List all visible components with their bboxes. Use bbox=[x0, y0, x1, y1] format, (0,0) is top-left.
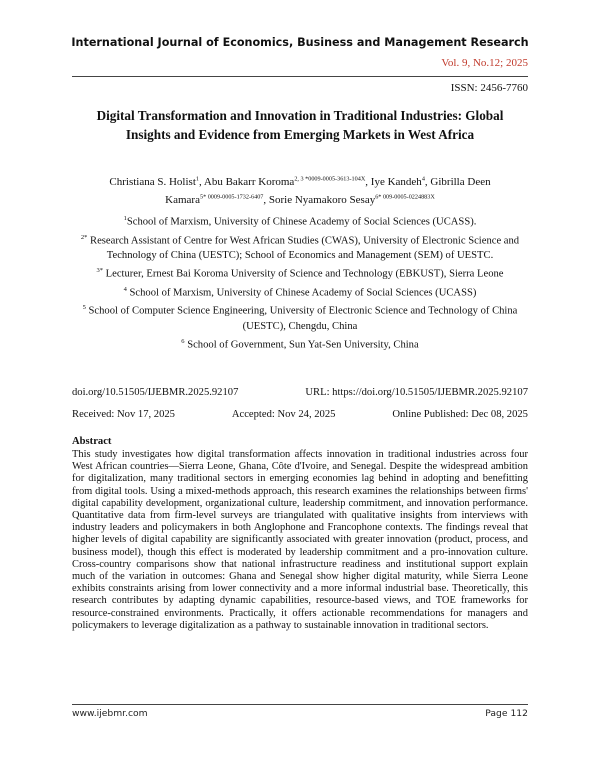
page-footer bbox=[72, 708, 528, 719]
header-rule bbox=[72, 76, 528, 77]
affiliation: $^{3*}$ Lecturer, Ernest Bai Koroma University of Science and Technology (EBKUST), Sierra Leone bbox=[96, 267, 504, 280]
doi[interactable]: doi.org/10.51505/IJEBMR.2025.92107 bbox=[72, 387, 239, 398]
author-list bbox=[90, 171, 510, 208]
affiliation: $^{2*}$ Research Assistant of Centre for West African Studies (CWAS), University of Electronic Science and Technology of China (UESTC); School of Economics and Management (SEM) of UESTC. bbox=[80, 233, 520, 262]
published-date: Online Published: Dec 08, 2025 bbox=[392, 409, 528, 420]
affiliation: $^5$ School of Computer Science Engineering, University of Electronic Science and Technology of China (UESTC), Chengdu, China bbox=[82, 304, 518, 332]
author: Iye Kandeh$^4$, bbox=[370, 175, 431, 188]
journal-title: International Journal of Economics, Business and Management Research bbox=[71, 36, 529, 49]
dates-row bbox=[72, 409, 528, 420]
abstract-body: This study investigates how digital transformation affects innovation in traditional industries across four West African countries—Sierra Leone, Ghana, Côte d'Ivoire, and Senegal. Despite the widespread ambition for digitalization, many traditional sectors in emerging economies lag behind in adopting and benefitting from digital tools. Using a mixed-methods approach, this research examines the relationships between firms' digital capability development, organizational culture, leadership commitment, and innovation performance. Quantitative data from firm-level surveys are triangulated with qualitative insights from interviews with industry leaders and policymakers in both Anglophone and Francophone contexts. The findings reveal that higher levels of digital capability are significantly associated with greater innovation (product, process, and business model), though this effect is moderated by leadership commitment and a pro-innovation culture. Cross-country comparisons show that national infrastructure readiness and institutional support explain much of the variation in outcomes: Ghana and Senegal show higher digital maturity, while Sierra Leone exhibits constraints arising from lower connectivity and a more informal industrial base. Theoretically, this research contributes by adapting dynamic capabilities, resource-based views, and TOE frameworks for resource-constrained environments. Practically, it offers actionable recommendations for managers and policymakers to leverage digitalization as a pathway to sustainable innovation in traditional sectors. bbox=[72, 449, 528, 631]
author: Abu Bakarr Koroma$^{2, 3 *0009-0005-3613-104X}$, bbox=[203, 175, 371, 188]
author: Sorie Nyamakoro Sesay$^{6* 009-0005-0224883X}$ bbox=[268, 193, 435, 207]
page-number: Page 112 bbox=[485, 708, 528, 719]
affiliation: $^1$School of Marxism, University of Chinese Academy of Social Sciences (UCASS). bbox=[123, 215, 477, 228]
paper-title: Digital Transformation and Innovation in Traditional Industries: Global Insights and Evidence from Emerging Markets in West Africa bbox=[96, 108, 504, 142]
affiliation: $^4$ School of Marxism, University of Chinese Academy of Social Sciences (UCASS) bbox=[123, 285, 477, 299]
doi-url[interactable]: URL: https://doi.org/10.51505/IJEBMR.2025.92107 bbox=[305, 387, 528, 398]
doi-row bbox=[72, 387, 528, 398]
author: Gibrilla Deen Kamara$^{5* 0009-0005-1732-6407}$, bbox=[165, 175, 491, 207]
received-date: Received: Nov 17, 2025 bbox=[72, 409, 175, 420]
accepted-date: Accepted: Nov 24, 2025 bbox=[231, 409, 336, 420]
author: Christiana S. Holist$^1$, bbox=[109, 175, 204, 188]
journal-website[interactable]: www.ijebmr.com bbox=[72, 708, 148, 719]
abstract-heading: Abstract bbox=[72, 436, 112, 447]
issn: ISSN: 2456-7760 bbox=[450, 82, 528, 94]
footer-rule bbox=[72, 704, 528, 705]
affiliation: $^6$ School of Government, Sun Yat-Sen University, China bbox=[181, 337, 419, 351]
affiliation-list bbox=[72, 211, 528, 352]
volume-issue: Vol. 9, No.12; 2025 bbox=[441, 57, 528, 69]
